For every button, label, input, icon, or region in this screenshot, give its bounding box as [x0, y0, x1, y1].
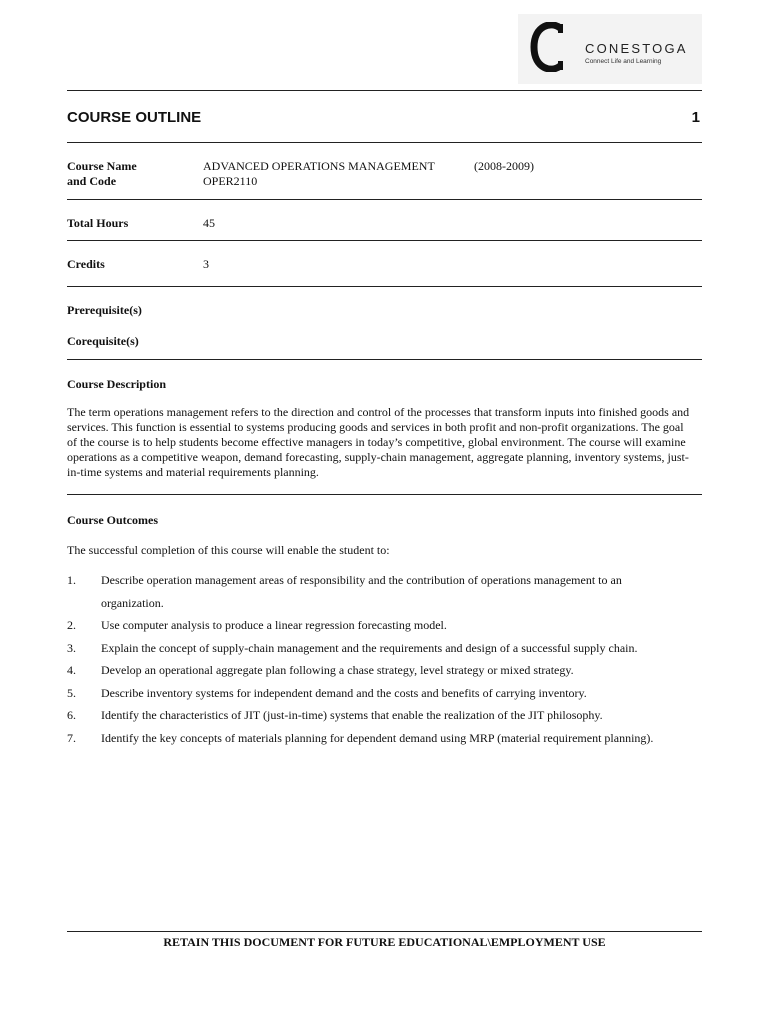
list-item: 2. Use computer analysis to produce a linear regression forecasting model. [67, 618, 447, 632]
footer-notice: RETAIN THIS DOCUMENT FOR FUTURE EDUCATIONAL\EMPLOYMENT USE [163, 935, 606, 949]
conestoga-c-icon [530, 22, 566, 72]
page-title: COURSE OUTLINE [67, 109, 202, 126]
course-years: (2008-2009) [474, 159, 534, 173]
divider [67, 199, 702, 200]
conestoga-logo [518, 14, 702, 84]
divider [67, 359, 702, 360]
course-outcomes-heading: Course Outcomes [67, 513, 158, 527]
footer-divider [67, 931, 702, 932]
logo-wordmark: CONESTOGA [585, 41, 688, 56]
divider [67, 494, 702, 495]
course-outcomes-list [67, 569, 707, 749]
divider [67, 240, 702, 241]
course-description-heading: Course Description [67, 377, 166, 391]
divider [67, 90, 702, 91]
list-item: 4. Develop an operational aggregate plan following a chase strategy, level strategy or mixed strategy. [67, 663, 574, 677]
corequisites-label: Corequisite(s) [67, 334, 139, 348]
list-item: 5. Describe inventory systems for independent demand and the costs and benefits of carrying inventory. [67, 685, 587, 700]
divider [67, 142, 702, 143]
page-number: 1 [691, 109, 700, 126]
total-hours-value: 45 [203, 216, 215, 230]
course-outcomes-intro: The successful completion of this course will enable the student to: [67, 543, 390, 557]
list-item: 7. Identify the key concepts of materials planning for dependent demand using MRP (material requirement planning). [67, 730, 654, 745]
course-name: ADVANCED OPERATIONS MANAGEMENT [203, 159, 435, 173]
list-item: 3. Explain the concept of supply-chain management and the requirements and design of a successful supply chain. [67, 640, 638, 655]
course-description-text: The term operations management refers to the direction and control of the processes that transform inputs into finished goods and services. This function is essential to systems producing goods and services in both profit and non-profit organizations. The goal of the course is to help students become effective managers in today’s competitive, global environment. The course will examine operations as a competitive weapon, demand forecasting, supply-chain management, aggregate planning, inventory systems, just- in-time systems and material requirements planning. [67, 405, 690, 479]
list-item: 1. Describe operation management areas of responsibility and the contribution of operations management to an organization. [67, 573, 622, 610]
credits-label: Credits [67, 257, 105, 271]
prerequisites-label: Prerequisite(s) [67, 303, 142, 317]
course-name-label: Course Name and Code [67, 159, 137, 188]
credits-value: 3 [203, 257, 209, 271]
divider [67, 286, 702, 287]
total-hours-label: Total Hours [67, 216, 129, 230]
course-code: OPER2110 [203, 174, 258, 188]
list-item: 6. Identify the characteristics of JIT (just-in-time) systems that enable the realization of the JIT philosophy. [67, 708, 603, 722]
logo-tagline: Connect Life and Learning [585, 58, 662, 65]
